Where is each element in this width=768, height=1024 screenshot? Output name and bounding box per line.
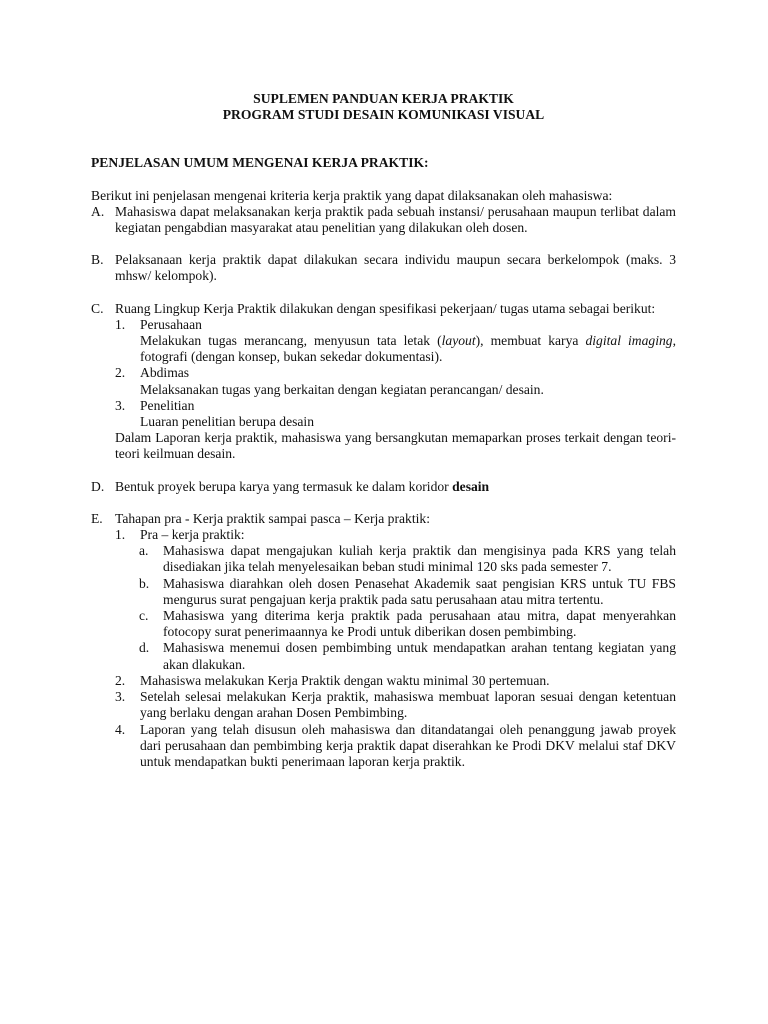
list-label: E. xyxy=(91,510,103,526)
sub-item-c-3-description: Luaran penelitian berupa desain xyxy=(140,414,314,430)
list-text: Bentuk proyek berupa karya yang termasuk ke dalam koridor desain xyxy=(115,478,490,494)
intro-paragraph: Berikut ini penjelasan mengenai kriteria kerja praktik yang dapat dilaksanakan oleh mahasiswa: xyxy=(91,187,613,203)
sub-label: 2. xyxy=(115,672,126,688)
sub-text: Setelah selesai melakukan Kerja praktik, mahasiswa membuat laporan sesuai dengan ketentuan yang berlaku dengan arahan Dosen Pembimbing. xyxy=(140,689,676,721)
sub-title: Penelitian xyxy=(140,397,195,413)
list-text: Pelaksanaan kerja praktik dapat dilakukan secara individu maupun secara berkelompok (maks. 3 mhsw/ kelompok). xyxy=(115,252,676,284)
sub-title: Pra – kerja praktik: xyxy=(140,527,245,543)
subsub-text: Mahasiswa yang diterima kerja praktik pada perusahaan atau mitra, dapat menyerahkan fotocopy surat penerimaannya ke Prodi untuk diberikan dosen pembimbing. xyxy=(163,608,676,640)
list-text: Mahasiswa dapat melaksanakan kerja praktik pada sebuah instansi/ perusahaan maupun terlibat dalam kegiatan pengabdian masyarakat atau penelitian yang dilakukan oleh dosen. xyxy=(115,203,676,236)
subsub-label: c. xyxy=(139,608,149,624)
subsub-text: Mahasiswa diarahkan oleh dosen Penasehat Akademik saat pengisian KRS untuk TU FBS mengurus surat pengajuan kerja praktik pada satu perusahaan atau mitra tertentu. xyxy=(163,575,676,607)
bold-keyword: desain xyxy=(452,478,490,494)
list-label: B. xyxy=(91,252,104,268)
section-heading: PENJELASAN UMUM MENGENAI KERJA PRAKTIK: xyxy=(91,155,429,171)
list-item-d xyxy=(91,479,676,495)
sub-item-e-1-a xyxy=(139,543,676,575)
item-c-closing: Dalam Laporan kerja praktik, mahasiswa yang bersangkutan memaparkan proses terkait dengan teori-teori keilmuan desain. xyxy=(115,430,676,462)
list-text: Tahapan pra - Kerja praktik sampai pasca – Kerja praktik: xyxy=(115,510,430,526)
sub-label: 2. xyxy=(115,365,126,381)
list-item-c xyxy=(91,301,676,317)
sub-text: Laporan yang telah disusun oleh mahasiswa dan ditandatangai oleh penanggung jawab proyek dari perusahaan dan pembimbing kerja praktik dapat diserahkan ke Prodi DKV melalui staf DKV untuk mendapatkan bukti penerimaan laporan kerja praktik. xyxy=(140,721,676,769)
sub-item-e-3 xyxy=(115,689,676,721)
sub-item-c-2 xyxy=(115,365,676,381)
sub-label: 3. xyxy=(115,397,126,413)
sub-item-e-4 xyxy=(115,722,676,771)
sub-item-c-1-description: Melakukan tugas merancang, menyusun tata letak (layout), membuat karya digital imaging, fotografi (dengan konsep, bukan sekedar dokumentasi). xyxy=(140,333,676,365)
sub-item-e-2 xyxy=(115,673,676,689)
subsub-label: a. xyxy=(139,543,149,559)
document-title-line-1: SUPLEMEN PANDUAN KERJA PRAKTIK xyxy=(253,91,514,106)
sub-item-e-1 xyxy=(115,527,676,543)
sub-item-c-2-description: Melaksanakan tugas yang berkaitan dengan kegiatan perancangan/ desain. xyxy=(140,381,544,397)
sub-label: 1. xyxy=(115,527,126,543)
list-label: C. xyxy=(91,300,104,316)
subsub-text: Mahasiswa dapat mengajukan kuliah kerja praktik dan mengisinya pada KRS yang telah disediakan jika telah menyelesaikan beban studi minimal 120 sks pada semester 7. xyxy=(163,543,676,575)
subsub-text: Mahasiswa menemui dosen pembimbing untuk mendapatkan arahan tentang kegiatan yang akan dlakukan. xyxy=(163,640,676,672)
document-title-block xyxy=(91,91,676,123)
list-label: D. xyxy=(91,478,105,494)
list-item-b xyxy=(91,252,676,284)
sub-item-e-1-d xyxy=(139,640,676,672)
sub-label: 3. xyxy=(115,689,126,705)
sub-label: 1. xyxy=(115,316,126,332)
sub-item-e-1-b xyxy=(139,576,676,608)
sub-item-e-1-c xyxy=(139,608,676,640)
subsub-label: d. xyxy=(139,640,150,656)
sub-title: Perusahaan xyxy=(140,316,202,332)
sub-text: Mahasiswa melakukan Kerja Praktik dengan waktu minimal 30 pertemuan. xyxy=(140,672,550,688)
sub-label: 4. xyxy=(115,721,126,737)
list-item-a xyxy=(91,204,676,236)
list-label: A. xyxy=(91,203,105,219)
sub-item-c-1 xyxy=(115,317,676,333)
sub-title: Abdimas xyxy=(140,365,190,381)
list-item-e xyxy=(91,511,676,527)
list-text: Ruang Lingkup Kerja Praktik dilakukan dengan spesifikasi pekerjaan/ tugas utama sebagai berikut: xyxy=(115,300,656,316)
sub-item-c-3 xyxy=(115,398,676,414)
document-title-line-2: PROGRAM STUDI DESAIN KOMUNIKASI VISUAL xyxy=(222,107,545,123)
subsub-label: b. xyxy=(139,575,150,591)
